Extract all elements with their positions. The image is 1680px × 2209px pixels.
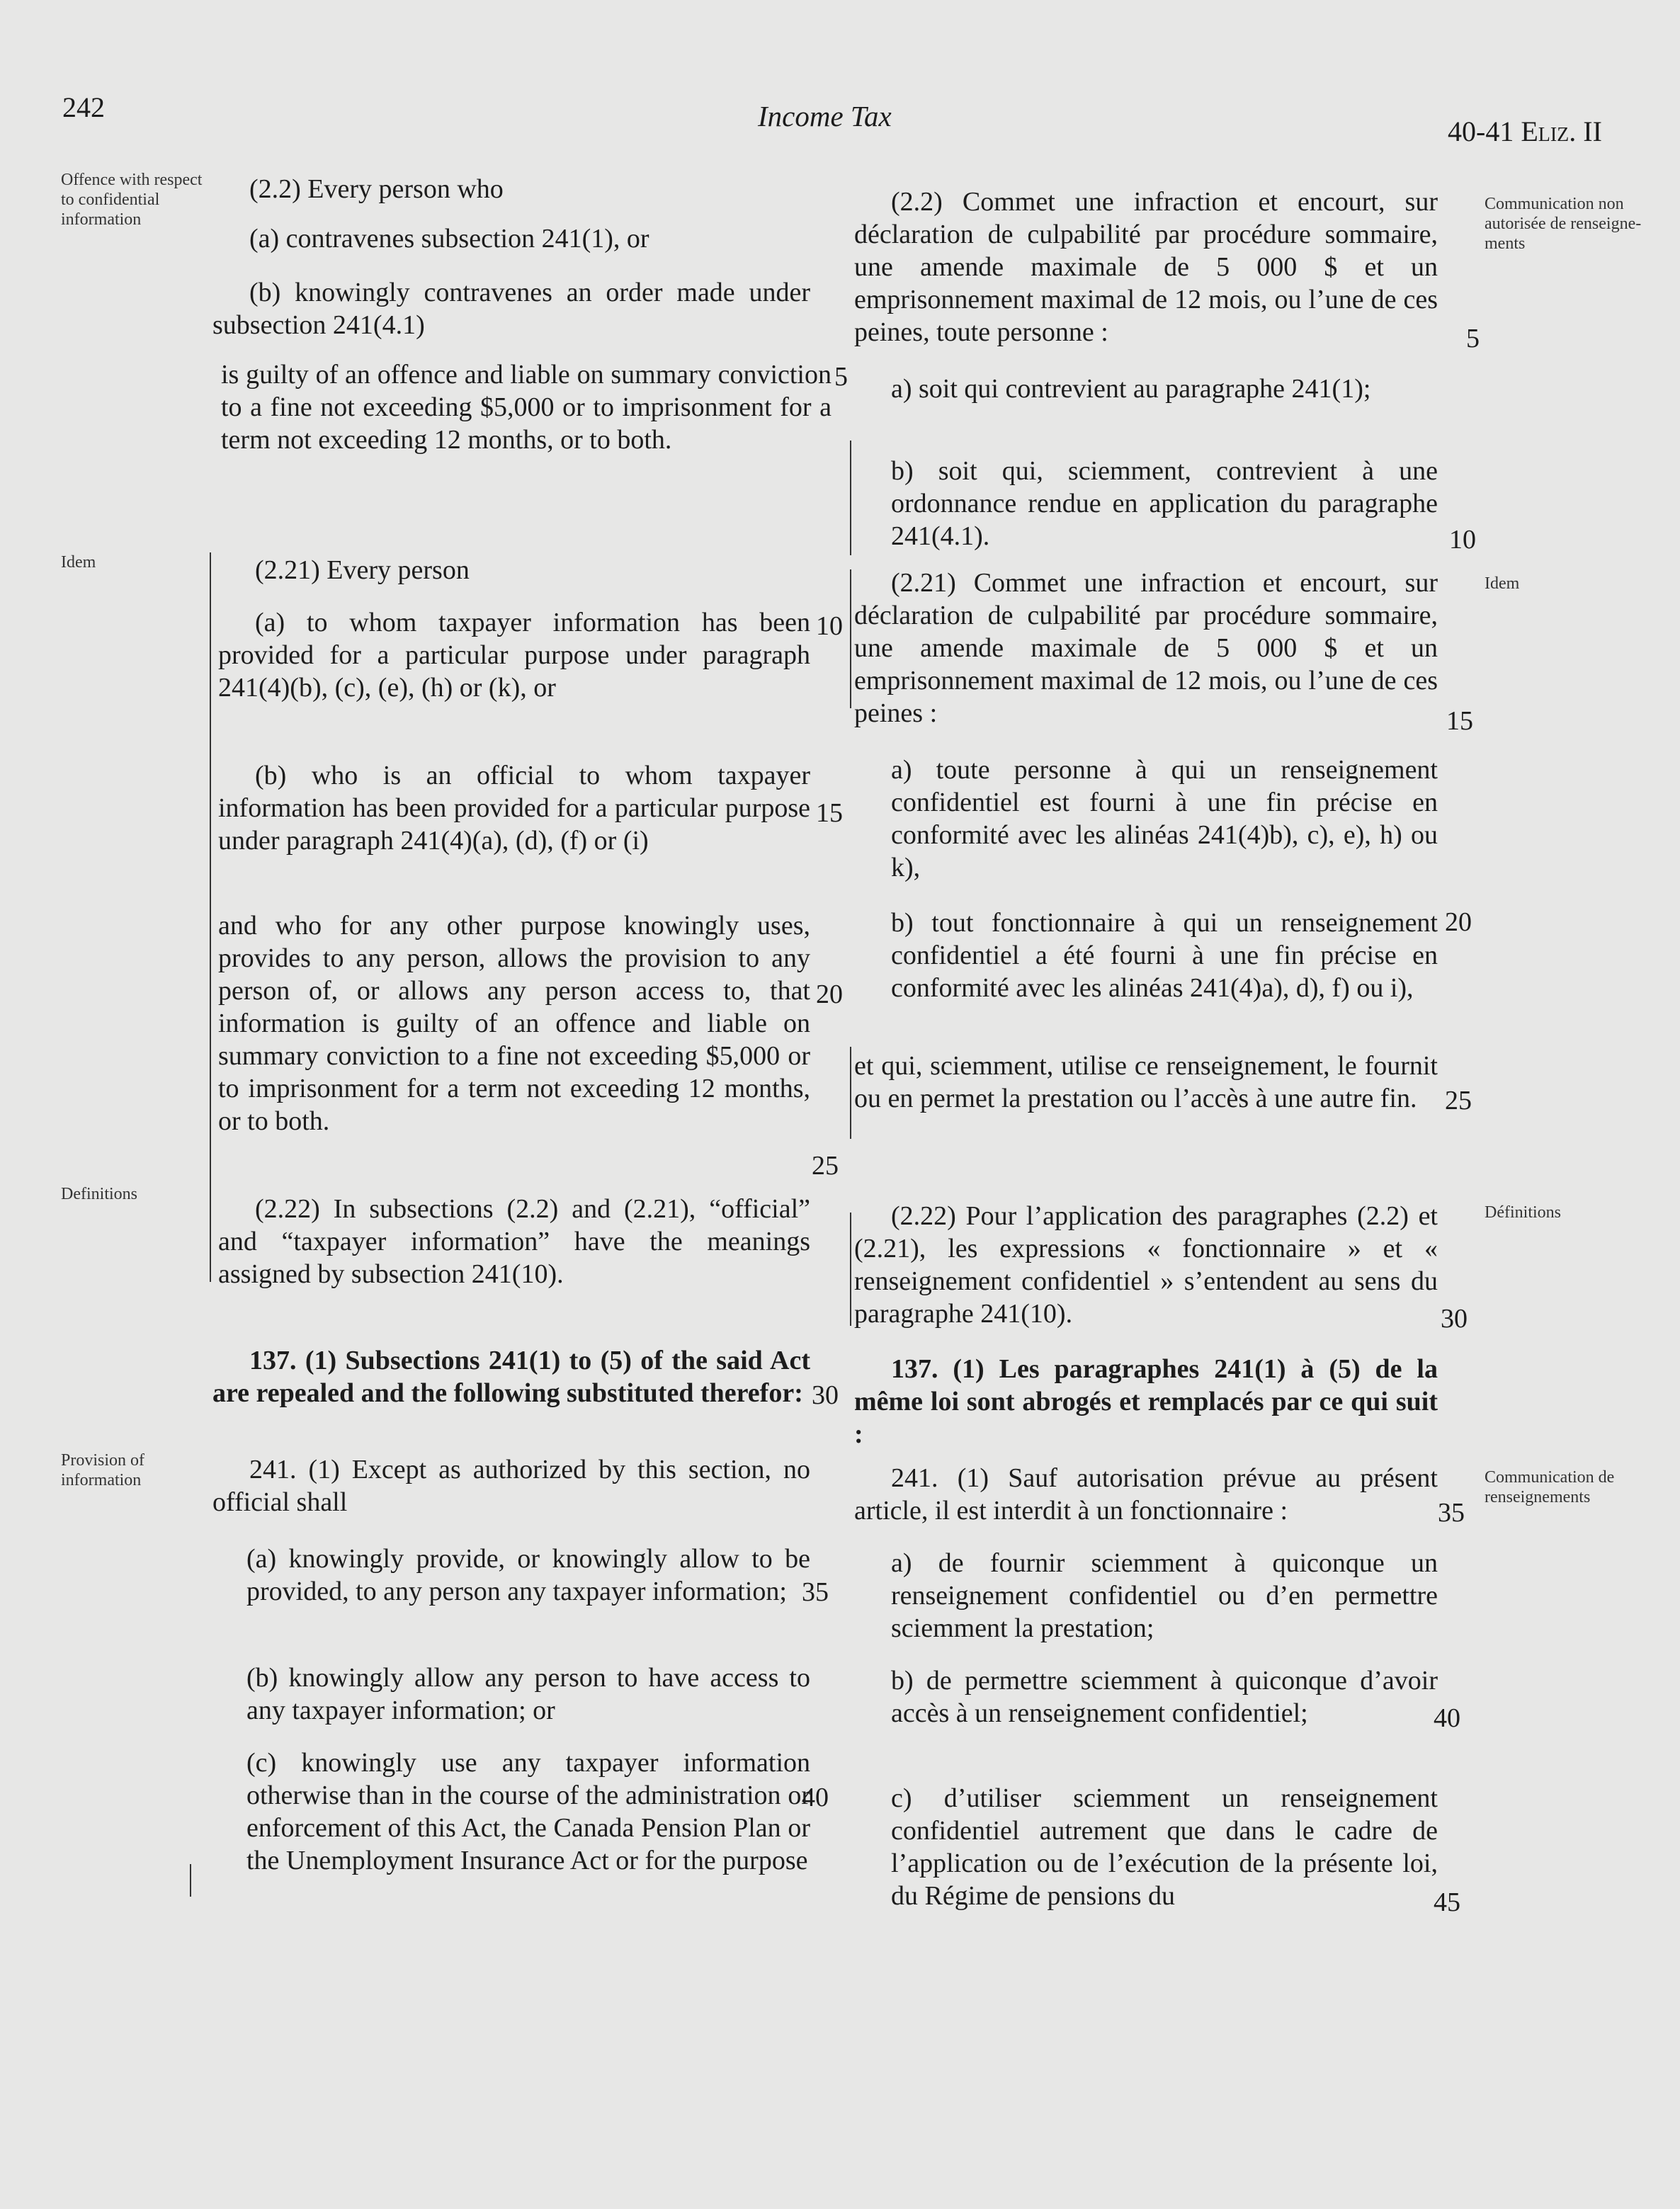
- fr-subsection-2-2: (2.2) Commet une infraction et encourt, sur déclaration de culpabilité par procédure sommaire, une amende maximale de 5 000 $ et un emprisonnement maximal de 12 mois, ou l’une de ces peines, toute personne :: [854, 187, 1438, 347]
- fr-subsection-2-21-tail: et qui, sciemment, utilise ce renseignement, le fournit ou en permet la prestation ou l’accès à une autre fin.: [854, 1051, 1438, 1113]
- en-line-number: 5: [834, 362, 848, 392]
- fr-subsection-2-22: (2.22) Pour l’application des paragraphes (2.2) et (2.21), les expressions « fonctionnaire » et « renseignement confidentiel » s’entendent au sens du paragraphe 241(10).: [854, 1201, 1438, 1329]
- fr-line-number: 40: [1434, 1703, 1460, 1733]
- margin-note-definitions-fr: Définitions: [1485, 1203, 1561, 1222]
- amendment-sideline: [850, 1213, 851, 1326]
- margin-note-idem-fr: Idem: [1485, 574, 1520, 593]
- fr-paragraph-2-2-a: a) soit qui contrevient au paragraphe 241(1);: [891, 374, 1371, 404]
- en-line-number: 10: [816, 611, 843, 641]
- en-subsection-2-2-penalty: is guilty of an offence and liable on summary conviction to a fine not exceeding $5,000 or to imprisonment for a term not exceeding 12 months, or to both.: [221, 360, 832, 455]
- en-subsection-2-21-penalty: and who for any other purpose knowingly uses, provides to any person, allows the provision to any person of, or allows any person access to, that information is guilty of an offence and liable on summary conviction to a fine not exceeding $5,000 or to imprisonment for a term not exceeding 12 months, or to both.: [218, 911, 810, 1136]
- amendment-sideline: [210, 552, 211, 1282]
- en-line-number: 25: [812, 1151, 839, 1181]
- fr-line-number: 20: [1445, 907, 1472, 937]
- margin-note-idem: Idem: [61, 553, 96, 572]
- fr-paragraph-2-21-a: a) toute personne à qui un renseignement confidentiel est fourni à une fin précise en conformité avec les alinéas 241(4)b), c), e), h) ou k),: [891, 755, 1438, 882]
- fr-line-number: 30: [1441, 1304, 1468, 1334]
- en-line-number: 20: [816, 979, 843, 1009]
- en-paragraph-2-2-a: (a) contravenes subsection 241(1), or: [249, 224, 649, 254]
- en-subsection-2-21: (2.21) Every person: [255, 555, 470, 585]
- en-section-241-intro: 241. (1) Except as authorized by this section, no official shall: [212, 1455, 810, 1517]
- fr-line-number: 10: [1449, 525, 1476, 555]
- page-number: 242: [62, 91, 105, 123]
- fr-paragraph-2-2-b: b) soit qui, sciemment, contrevient à une ordonnance rendue en application du paragraphe 241(4.1).: [891, 456, 1438, 551]
- margin-note-offence: Offence with respect to confidential information: [61, 171, 203, 229]
- en-clause-137: 137. (1) Subsections 241(1) to (5) of the said Act are repealed and the following substituted therefor:: [212, 1346, 810, 1408]
- en-paragraph-241-c: (c) knowingly use any taxpayer information otherwise than in the course of the administration or enforcement of this Act, the Canada Pension Plan or the Unemployment Insurance Act or for the purpose: [246, 1748, 810, 1875]
- margin-note-definitions: Definitions: [61, 1185, 137, 1203]
- margin-note-provision-of-information: Provision of information: [61, 1451, 145, 1489]
- en-subsection-2-22: (2.22) In subsections (2.2) and (2.21), “official” and “taxpayer information” have the meanings assigned by subsection 241(10).: [218, 1194, 810, 1289]
- fr-subsection-2-21: (2.21) Commet une infraction et encourt, sur déclaration de culpabilité par procédure sommaire, une amende maximale de 5 000 $ et un emprisonnement maximal de 12 mois, ou l’une de ces peines :: [854, 568, 1438, 728]
- en-paragraph-2-2-b: (b) knowingly contravenes an order made under subsection 241(4.1): [212, 278, 810, 340]
- fr-paragraph-241-a: a) de fournir sciemment à quiconque un renseignement confidentiel ou d’en permettre sciemment la prestation;: [891, 1548, 1438, 1643]
- en-paragraph-241-b: (b) knowingly allow any person to have access to any taxpayer information; or: [246, 1663, 810, 1725]
- en-paragraph-2-21-a: (a) to whom taxpayer information has been provided for a particular purpose under paragraph 241(4)(b), (c), (e), (h) or (k), or: [218, 608, 810, 703]
- en-paragraph-2-21-b: (b) who is an official to whom taxpayer information has been provided for a particular purpose under paragraph 241(4)(a), (d), (f) or (i): [218, 761, 810, 856]
- fr-line-number: 5: [1466, 324, 1480, 353]
- fr-line-number: 35: [1438, 1498, 1465, 1528]
- en-line-number: 35: [802, 1577, 829, 1607]
- fr-paragraph-2-21-b: b) tout fonctionnaire à qui un renseignement confidentiel a été fourni à une fin précise en conformité avec les alinéas 241(4)a), d), f) ou i),: [891, 908, 1438, 1003]
- amendment-sideline: [190, 1864, 191, 1897]
- fr-section-241-intro: 241. (1) Sauf autorisation prévue au présent article, il est interdit à un fonctionnaire :: [854, 1463, 1438, 1526]
- amendment-sideline: [850, 569, 851, 708]
- running-title: Income Tax: [758, 100, 892, 132]
- en-line-number: 15: [816, 798, 843, 828]
- fr-line-number: 45: [1434, 1887, 1460, 1917]
- margin-note-communication-de-renseignements: Communication de renseignements: [1485, 1468, 1615, 1506]
- fr-line-number: 25: [1445, 1086, 1472, 1115]
- en-line-number: 30: [812, 1380, 839, 1410]
- fr-paragraph-241-c: c) d’utiliser sciemment un renseignement confidentiel autrement que dans le cadre de l’application ou de l’exécution de la présente loi, du Régime de pensions du: [891, 1783, 1438, 1911]
- en-line-number: 40: [802, 1783, 829, 1812]
- en-paragraph-241-a: (a) knowingly provide, or knowingly allow to be provided, to any person any taxpayer information;: [246, 1544, 810, 1606]
- amendment-sideline: [850, 441, 851, 555]
- fr-clause-137: 137. (1) Les paragraphes 241(1) à (5) de la même loi sont abrogés et remplacés par ce qui suit :: [854, 1354, 1438, 1449]
- fr-paragraph-241-b: b) de permettre sciemment à quiconque d’avoir accès à un renseignement confidentiel;: [891, 1666, 1438, 1728]
- bill-reference: 40-41 Eliz. II: [1448, 115, 1602, 147]
- en-subsection-2-2: (2.2) Every person who: [249, 174, 504, 204]
- margin-note-communication-non-autorisee: Communication non autorisée de renseigne-ments: [1485, 195, 1642, 253]
- amendment-sideline: [850, 1047, 851, 1139]
- fr-line-number: 15: [1446, 706, 1473, 736]
